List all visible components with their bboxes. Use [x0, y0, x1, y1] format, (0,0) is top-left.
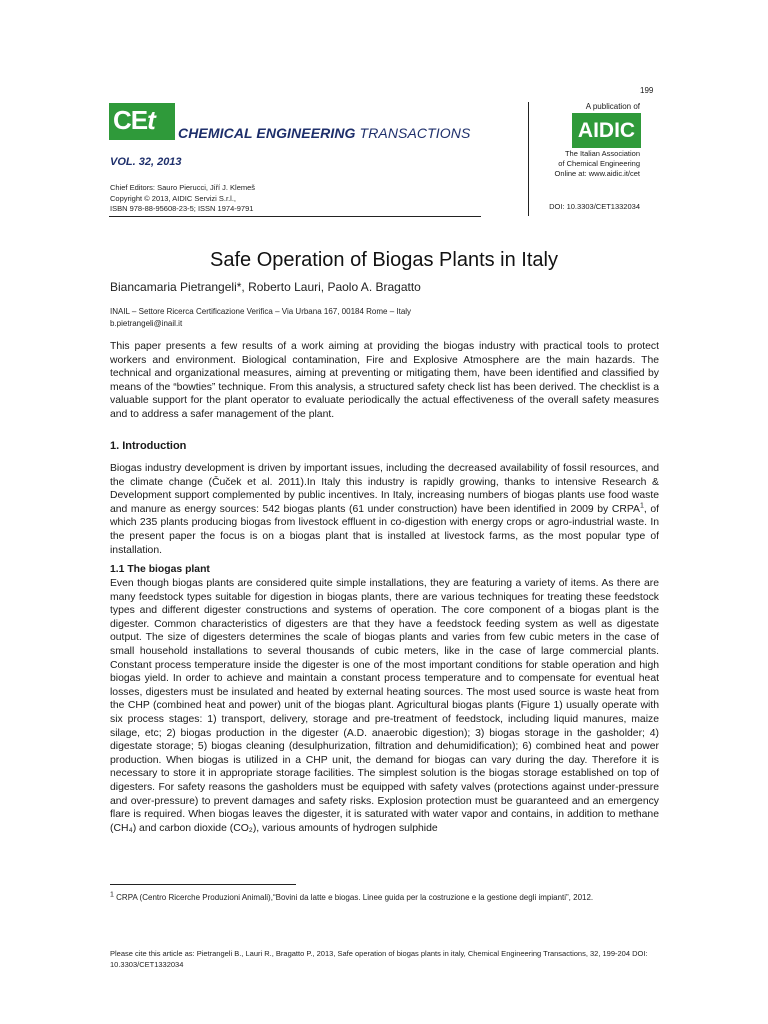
footnote-number: 1: [110, 891, 114, 899]
abstract: This paper presents a few results of a work aiming at providing the biogas industry with practical tools to protect workers and environment. Biological contamination, Fire and Explosive Atmosphere are the main hazards. The technical and organizational measures, aiming at preventing or mitigating them, have been identified and classified by means of the “bowties” technique. From this analysis, a structured safety check list has been derived. The checklist is a valuable support for the plant operator to evaluate periodically the actual effectiveness of the overall safety measures and to address a safer management of the plant.: [110, 341, 659, 420]
affiliation-block: [110, 306, 411, 330]
footnote: $^1$ CRPA (Centro Ricerche Produzioni Animali),“Bovini da latte e biogas. Linee guida per la costruzione e la gestione degli impianti”, 2012.: [110, 891, 594, 902]
biogas-plant-paragraph: Even though biogas plants are considered quite simple installations, they are featuring a variety of items. As there are many feedstock types suitable for digestion in biogas plants, there are various techniques for treating these feedstock types and different digester constructions and systems of operation. The core component of a biogas plant is the digester. Common characteristics of digesters are that they have a feedstock feeding system as well as digestate output. The size of digesters determines the scale of biogas plants and varies from few cubic meters in the case of small household installations to several thousands of cubic meters, like in the case of large commercial plants. Constant process temperature inside the digester is one of the most important conditions for stable operation and high biogas yield. In order to achieve and maintain a constant process temperature and to compensate for eventual heat losses, digesters must be insulated and heated by external heating sources. The most used source is waste heat from the CHP (combined heat and power) unit of the biogas plant. Agricultural biogas plants (Figure 1) usually operate with six process stages: 1) transport, delivery, storage and pre-treatment of feedstock, including liquid manures, maize silage, etc; 2) biogas production in the digester (A.D. anaerobic digestion); 3) biogas storage in the gasholder; 4) digestate storage; 5) biogas cleaning (desulphurization, filtration and dehumidification); 6) combined heat and power production. When biogas is utilized in a CHP unit, the demand for biogas can vary during the day. Therefore it is necessary to store it in appropriate storage facilities. The simplest solution is the biogas storage established on top of digesters. For safety reasons the gasholders must be equipped with safety valves (protections against under-pressure and over-pressure) to prevent damages and safety risks. Explosion protection must be guaranteed and an emergency flare is required. When biogas leaves the digester, it is saturated with water vapor and contains, in addition to methane (CH₄) and carbon dioxide (CO₂), various amounts of hydrogen sulphide: [110, 578, 659, 834]
association-block: [520, 149, 640, 179]
editors-block: [110, 183, 255, 215]
publication-of-label: A publication of: [585, 102, 640, 111]
author-email[interactable]: b.pietrangeli@inail.it: [110, 319, 183, 328]
affiliation: INAIL – Settore Ricerca Certificazione Verifica – Via Urbana 167, 00184 Rome – Italy: [110, 307, 412, 316]
footnote-divider: [110, 884, 296, 885]
online-link[interactable]: Online at: www.aidic.it/cet: [554, 169, 640, 178]
header-divider: [109, 216, 481, 217]
footnote-ref[interactable]: 1: [639, 502, 644, 510]
subsection-heading-biogas-plant: 1.1 The biogas plant: [110, 564, 210, 575]
authors: Biancamaria Pietrangeli*, Roberto Lauri, Paolo A. Bragatto: [110, 280, 421, 294]
citation-note: Please cite this article as: Pietrangeli B., Lauri R., Bragatto P., 2013, Safe operation of biogas plants in italy, Chemical Engineering Transactions, 32, 199-204 DOI: 10.3303/CET1332034: [110, 949, 648, 969]
cet-logo-text: CEt: [113, 105, 155, 135]
doi-label: DOI: 10.3303/CET1332034: [549, 202, 640, 211]
editors-line: Chief Editors: Sauro Pierucci, Jiří J. Klemeš: [110, 183, 256, 192]
copyright-line: Copyright © 2013, AIDIC Servizi S.r.l.,: [110, 193, 236, 203]
section-heading-introduction: 1. Introduction: [110, 440, 187, 452]
association-line: The Italian Association: [564, 149, 640, 158]
volume-label: VOL. 32, 2013: [110, 156, 182, 168]
journal-title: CHEMICAL ENGINEERING TRANSACTIONS: [178, 125, 471, 141]
association-line: of Chemical Engineering: [558, 159, 640, 168]
introduction-paragraph: Biogas industry development is driven by important issues, including the decreased availability of fossil resources, and the climate change (Čuček et al. 2011).In Italy this industry is rapidly growing, thanks to intensive Research & Development support complemented by public incentives. In Italy, increasing numbers of biogas plants use food waste and manure as energy sources: 542 biogas plants (61 under construction) have been identified in 2009 by CRPA$^1$, of which 235 plants producing biogas from livestock effluent in co-digestion with energy crops or agro-industrial waste. In the present paper the focus is on a biogas plant that is installed at livestock farms, as the most popular type of installation.: [110, 463, 659, 556]
aidic-logo-text: AIDIC: [577, 119, 636, 142]
paper-title: Safe Operation of Biogas Plants in Italy: [210, 249, 558, 271]
page-number: 199: [640, 86, 654, 95]
isbn-line: ISBN 978-88-95608-23-5; ISSN 1974-9791: [110, 204, 254, 213]
